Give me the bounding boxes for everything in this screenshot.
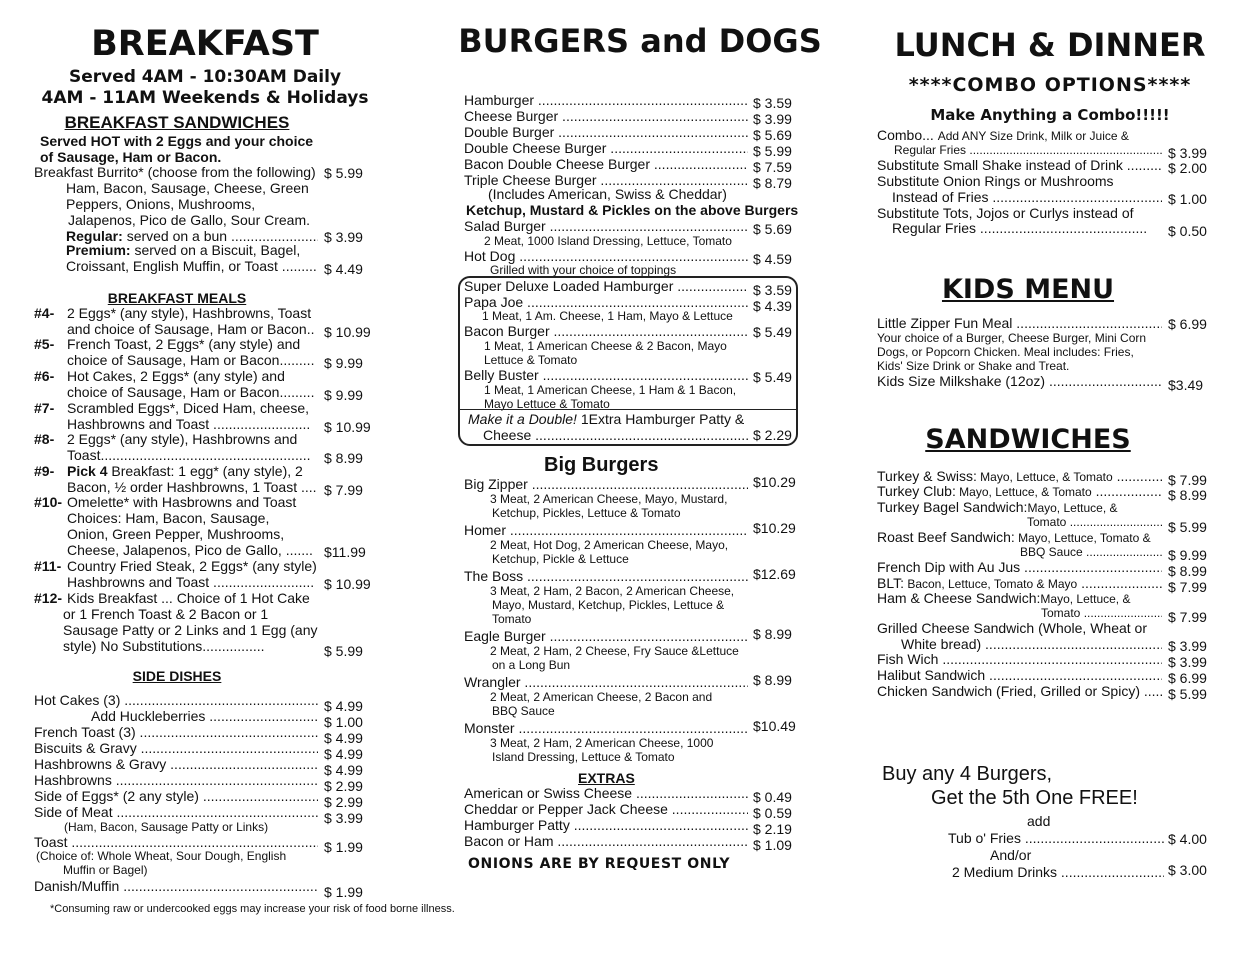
regular-option: Regular: served on a bun ..... xyxy=(66,228,318,244)
burrito-price: $ 5.99 xyxy=(324,165,363,181)
premium-option-2: Croissant, English Muffin, or Toast ..... xyxy=(66,258,318,274)
meal-item xyxy=(34,431,297,447)
regular-price: $ 3.99 xyxy=(324,229,363,245)
bacon-burger-price: $ 5.49 xyxy=(753,324,792,340)
bacon-burger-desc-2: Lettuce & Tomato xyxy=(484,353,578,367)
big-burger-item: Eagle Burger ..... xyxy=(464,628,748,644)
extras-title: EXTRAS xyxy=(578,770,635,786)
meal-12-line: Kids Breakfast ... Choice of 1 Hot Cake xyxy=(67,590,310,606)
meal-line-2: Toast...................................................... xyxy=(67,447,311,463)
meal-line: Breakfast: 1 egg* (any style), 2 xyxy=(107,463,303,479)
extra-price: $ 0.49 xyxy=(753,789,792,805)
breakfast-weekend-hours: 4AM - 11AM Weekends & Holidays xyxy=(41,88,369,108)
burrito-desc: Peppers, Onions, Mushrooms, xyxy=(66,196,256,212)
meal-10-line: Cheese, Jalapenos, Pico de Gallo, ....... xyxy=(67,542,313,558)
bacon-burger: Bacon Burger ..... xyxy=(464,323,748,339)
big-burger-item: Big Zipper ..... xyxy=(464,476,748,492)
papa-joe-desc: 1 Meat, 1 Am. Cheese, 1 Ham, Mayo & Lettuce xyxy=(482,309,733,323)
sub-shake: Substitute Small Shake instead of Drink ..... xyxy=(877,157,1162,173)
extra-price: $ 1.09 xyxy=(753,837,792,853)
big-burger-desc: Ketchup, Pickle & Lettuce xyxy=(492,552,629,566)
promo-or: And/or xyxy=(990,847,1032,863)
meal-price: $ 7.99 xyxy=(324,482,363,498)
sandwich-fish-wich: Fish Wich ..... xyxy=(877,651,1162,667)
big-burger-desc: 2 Meat, Hot Dog, 2 American Cheese, Mayo, xyxy=(490,538,729,552)
hot-dog-price: $ 4.59 xyxy=(753,251,792,267)
grilled-cheese-2: White bread) ..... xyxy=(901,636,1162,652)
side-item: Hashbrowns ..... xyxy=(34,772,318,788)
sandwich-french-dip: French Dip with Au Jus ..... xyxy=(877,559,1162,575)
belly-buster-desc: 1 Meat, 1 American Cheese, 1 Ham & 1 Bacon, xyxy=(484,383,737,397)
burger-price: $ 3.59 xyxy=(753,95,792,111)
promo-add: add xyxy=(1027,813,1051,829)
big-burger-desc: Tomato xyxy=(492,612,532,626)
meal-line-2: and choice of Sausage, Ham or Bacon.. xyxy=(67,321,315,337)
meal-line-2: Bacon, ½ order Hashbrowns, 1 Toast .... xyxy=(67,479,317,495)
side-price: $ 2.99 xyxy=(324,778,363,794)
meal-11-line: Hashbrowns and Toast .......................... xyxy=(67,574,315,590)
promo-fries: Tub o' Fries ..... xyxy=(948,830,1164,846)
sandwiches-note: Served HOT with 2 Eggs and your choice xyxy=(40,133,314,149)
premium-price: $ 4.49 xyxy=(324,261,363,277)
sandwich-turkey-bagel: Turkey Bagel Sandwich:Mayo, Lettuce, & xyxy=(877,499,1118,515)
burger-item: Double Burger ..... xyxy=(464,124,748,140)
super-deluxe: Super Deluxe Loaded Hamburger ..... xyxy=(464,278,748,294)
extra-item: Cheddar or Pepper Jack Cheese ..... xyxy=(464,801,748,817)
breakfast-meals-title: BREAKFAST MEALS xyxy=(107,290,247,306)
combo-price: $ 3.99 xyxy=(1168,145,1207,161)
sandwich-turkey-club: Turkey Club: Mayo, Lettuce, & Tomato ..... xyxy=(877,483,1162,500)
breakfast-title: BREAKFAST xyxy=(91,24,319,64)
big-burger-desc: 3 Meat, 2 American Cheese, Mayo, Mustard, xyxy=(490,492,728,506)
meal-price: $ 9.99 xyxy=(324,387,363,403)
burrito-desc: Jalapenos, Pico de Gallo, Sour Cream. xyxy=(68,212,311,228)
danish-price: $ 1.99 xyxy=(324,884,363,900)
meal-item xyxy=(34,400,309,416)
big-burger-price: $ 8.99 xyxy=(753,626,792,642)
big-burger-desc: 3 Meat, 2 Ham, 2 American Cheese, 1000 xyxy=(490,736,714,750)
meal-item xyxy=(34,463,303,479)
meal-item xyxy=(34,336,300,352)
cheese-note: (Includes American, Swiss & Cheddar) xyxy=(488,186,727,202)
sub-shake-price: $ 2.00 xyxy=(1168,160,1207,176)
chicken-price: $ 5.99 xyxy=(1168,686,1207,702)
ham-cheese-price: $ 7.99 xyxy=(1168,609,1207,625)
meal-line: Scrambled Eggs*, Diced Ham, cheese, xyxy=(67,400,309,416)
egg-disclaimer: *Consuming raw or undercooked eggs may increase your risk of food borne illness. xyxy=(50,903,455,915)
promo-drinks: 2 Medium Drinks ..... xyxy=(952,864,1164,880)
sub-onion: Substitute Onion Rings or Mushrooms xyxy=(877,173,1114,189)
hot-dog: Hot Dog ..... xyxy=(464,248,748,264)
roast-beef-price: $ 9.99 xyxy=(1168,547,1207,563)
side-price: $ 4.99 xyxy=(324,698,363,714)
big-burger-desc: Ketchup, Pickles, Lettuce & Tomato xyxy=(492,506,681,520)
meal-line: French Toast, 2 Eggs* (any style) and xyxy=(67,336,301,352)
sandwiches-title: SANDWICHES xyxy=(925,424,1131,455)
burger-price: $ 5.69 xyxy=(753,127,792,143)
papa-joe-price: $ 4.39 xyxy=(753,298,792,314)
ham-cheese-desc-2: Tomato ..... xyxy=(1041,605,1162,621)
burrito-name: Breakfast Burrito* (choose from the following) xyxy=(34,164,316,180)
onions-note: ONIONS ARE BY REQUEST ONLY xyxy=(468,856,731,872)
belly-buster: Belly Buster ..... xyxy=(464,367,748,383)
side-item: Hot Cakes (3) ..... xyxy=(34,692,318,708)
extra-item: American or Swiss Cheese ..... xyxy=(464,785,748,801)
burger-item: Hamburger ..... xyxy=(464,92,748,108)
make-double-price: $ 2.29 xyxy=(753,427,792,443)
meal-10-line: Omelette* with Hasbrowns and Toast xyxy=(67,494,297,510)
combo-subtitle: Make Anything a Combo!!!!! xyxy=(930,106,1170,124)
burger-item: Double Cheese Burger ..... xyxy=(464,140,748,156)
burger-price: $ 5.99 xyxy=(753,143,792,159)
sandwiches-note-2: of Sausage, Ham or Bacon. xyxy=(40,149,222,165)
side-item: Hashbrowns & Gravy ..... xyxy=(34,756,318,772)
belly-buster-price: $ 5.49 xyxy=(753,369,792,385)
kids-meal-desc: Your choice of a Burger, Cheese Burger, Mini Corn xyxy=(877,331,1147,345)
turkey-swiss-price: $ 7.99 xyxy=(1168,472,1207,488)
meat-desc: (Ham, Bacon, Sausage Patty or Links) xyxy=(64,820,269,834)
breakfast-sandwiches-title: BREAKFAST SANDWICHES xyxy=(64,113,290,132)
condiments-note: Ketchup, Mustard & Pickles on the above Burgers xyxy=(466,202,799,218)
sandwich-turkey-swiss: Turkey & Swiss: Mayo, Lettuce, & Tomato ..... xyxy=(877,468,1162,485)
meal-line: Hot Cakes, 2 Eggs* (any style) and xyxy=(67,368,285,384)
meal-number: #7- xyxy=(34,400,55,416)
meal-number: #8- xyxy=(34,431,55,447)
side-item: French Toast (3) ..... xyxy=(34,724,318,740)
sub-tots-price: $ 0.50 xyxy=(1168,223,1207,239)
extra-item: Hamburger Patty ..... xyxy=(464,817,748,833)
promo-fries-price: $ 4.00 xyxy=(1168,831,1207,847)
big-burger-price: $12.69 xyxy=(753,566,796,582)
meal-11-line: Country Fried Steak, 2 Eggs* (any style) xyxy=(67,558,317,574)
fish-wich-price: $ 3.99 xyxy=(1168,654,1207,670)
sub-onion-price: $ 1.00 xyxy=(1168,191,1207,207)
meal-line: 2 Eggs* (any style), Hashbrowns and xyxy=(67,431,298,447)
grilled-cheese-price: $ 3.99 xyxy=(1168,638,1207,654)
big-burger-price: $ 8.99 xyxy=(753,672,792,688)
extra-item: Bacon or Ham ..... xyxy=(464,833,748,849)
meal-12-line: or 1 French Toast & 2 Bacon or 1 xyxy=(63,606,269,622)
meal-price: $ 10.99 xyxy=(324,324,371,340)
meal-price: $ 10.99 xyxy=(324,419,371,435)
meal-10-line: Choices: Ham, Bacon, Sausage, xyxy=(67,510,270,526)
meal-11-price: $ 10.99 xyxy=(324,576,371,592)
big-burger-desc: Island Dressing, Lettuce & Tomato xyxy=(492,750,675,764)
meal-number: #10- xyxy=(34,494,63,510)
burger-price: $ 8.79 xyxy=(753,175,792,191)
sub-tots: Substitute Tots, Jojos or Curlys instead of xyxy=(877,205,1134,221)
promo-line-1: Buy any 4 Burgers, xyxy=(882,763,1053,785)
promo-drinks-price: $ 3.00 xyxy=(1168,862,1207,878)
sandwich-blt: BLT: Bacon, Lettuce, Tomato & Mayo ..... xyxy=(877,575,1162,592)
big-burger-item: Monster ..... xyxy=(464,720,748,736)
kids-meal-price: $ 6.99 xyxy=(1168,316,1207,332)
side-item: Add Huckleberries ..... xyxy=(91,708,318,724)
burrito-desc: Ham, Bacon, Sausage, Cheese, Green xyxy=(66,180,309,196)
extra-price: $ 2.19 xyxy=(753,821,792,837)
turkey-bagel-price: $ 5.99 xyxy=(1168,519,1207,535)
burger-item: Bacon Double Cheese Burger ..... xyxy=(464,156,748,172)
make-double-2: Cheese ..... xyxy=(483,427,748,443)
meal-12-line: Sausage Patty or 2 Links and 1 Egg (any xyxy=(63,622,318,638)
big-burgers-title: Big Burgers xyxy=(544,454,659,476)
big-burger-desc: 2 Meat, 2 Ham, 2 Cheese, Fry Sauce &Lettuce xyxy=(490,644,739,658)
belly-buster-desc-2: Mayo Lettuce & Tomato xyxy=(484,397,610,411)
side-item: Side of Meat ..... xyxy=(34,804,318,820)
meal-line-2: Hashbrowns and Toast ......................... xyxy=(67,416,311,432)
kids-shake: Kids Size Milkshake (12oz) ..... xyxy=(877,373,1162,389)
sandwich-grilled-cheese: Grilled Cheese Sandwich (Whole, Wheat or xyxy=(877,620,1148,636)
meal-item xyxy=(34,305,311,321)
meal-12-line: style) No Substitutions................ xyxy=(63,638,265,654)
meal-line-2: choice of Sausage, Ham or Bacon......... xyxy=(67,384,315,400)
burger-item: Cheese Burger ..... xyxy=(464,108,748,124)
kids-menu-title: KIDS MENU xyxy=(941,274,1115,305)
meal-price: $ 9.99 xyxy=(324,355,363,371)
meal-10-line: Onion, Green Pepper, Mushrooms, xyxy=(67,526,285,542)
roast-beef-desc-2: BBQ Sauce ..... xyxy=(1020,544,1162,560)
halibut-price: $ 6.99 xyxy=(1168,670,1207,686)
super-deluxe-price: $ 3.59 xyxy=(753,282,792,298)
toast-price: $ 1.99 xyxy=(324,839,363,855)
toast-desc: (Choice of: Whole Wheat, Sour Dough, English xyxy=(36,849,287,863)
big-burger-item: Wrangler ..... xyxy=(464,674,748,690)
big-burger-price: $10.29 xyxy=(753,520,796,536)
salad-burger: Salad Burger ..... xyxy=(464,218,748,234)
salad-burger-price: $ 5.69 xyxy=(753,221,792,237)
side-price: $ 4.99 xyxy=(324,730,363,746)
meal-number: #5- xyxy=(34,336,55,352)
combo-title: ****COMBO OPTIONS**** xyxy=(908,74,1192,96)
meal-12-price: $ 5.99 xyxy=(324,643,363,659)
burger-item: Triple Cheese Burger ..... xyxy=(464,172,748,188)
kids-shake-price: $3.49 xyxy=(1168,377,1204,393)
promo-line-2: Get the 5th One FREE! xyxy=(931,787,1138,809)
hot-dog-desc: Grilled with your choice of toppings xyxy=(490,263,677,277)
danish-item: Danish/Muffin ..... xyxy=(34,878,318,894)
big-burger-desc: Mayo, Mustard, Ketchup, Pickles, Lettuce & xyxy=(492,598,725,612)
sandwich-chicken: Chicken Sandwich (Fried, Grilled or Spicy) ..... xyxy=(877,683,1162,699)
big-burger-desc: on a Long Bun xyxy=(492,658,571,672)
turkey-bagel-desc-2: Tomato ..... xyxy=(1027,514,1162,530)
turkey-club-price: $ 8.99 xyxy=(1168,487,1207,503)
big-burger-price: $10.29 xyxy=(753,474,796,490)
big-burger-desc: BBQ Sauce xyxy=(492,704,555,718)
big-burger-price: $10.49 xyxy=(753,718,796,734)
side-price: $ 2.99 xyxy=(324,794,363,810)
papa-joe: Papa Joe ..... xyxy=(464,294,748,310)
lunch-title: LUNCH & DINNER xyxy=(894,26,1206,64)
sub-tots-2: Regular Fries ..... xyxy=(892,220,1148,236)
big-burger-desc: 3 Meat, 2 Ham, 2 Bacon, 2 American Cheese, xyxy=(490,584,735,598)
side-price: $ 4.99 xyxy=(324,762,363,778)
sub-onion-2: Instead of Fries ..... xyxy=(892,189,1162,205)
meal-number: #6- xyxy=(34,368,55,384)
meal-number: #11- xyxy=(34,558,62,574)
kids-meal-desc: Kids' Size Drink or Shake and Treat. xyxy=(877,359,1070,373)
sandwich-halibut: Halibut Sandwich ..... xyxy=(877,667,1162,683)
big-burger-desc: 2 Meat, 2 American Cheese, 2 Bacon and xyxy=(490,690,713,704)
meal-price: $ 8.99 xyxy=(324,450,363,466)
french-dip-price: $ 8.99 xyxy=(1168,563,1207,579)
toast-item: Toast ..... xyxy=(34,834,318,850)
kids-meal-desc: Dogs, or Popcorn Chicken. Meal includes: Fries, xyxy=(877,345,1134,359)
extra-price: $ 0.59 xyxy=(753,805,792,821)
sandwich-ham-cheese: Ham & Cheese Sandwich:Mayo, Lettuce, & xyxy=(877,590,1131,606)
make-double: Make it a Double! 1Extra Hamburger Patty & xyxy=(468,411,745,427)
salad-burger-desc: 2 Meat, 1000 Island Dressing, Lettuce, Tomato xyxy=(484,234,732,248)
meal-number: #9- xyxy=(34,463,55,479)
meal-10-price: $11.99 xyxy=(324,544,366,560)
meal-highlight: Pick 4 xyxy=(67,463,108,479)
burger-price: $ 7.59 xyxy=(753,159,792,175)
premium-option: Premium: served on a Biscuit, Bagel, xyxy=(66,242,301,258)
meal-number: #4- xyxy=(34,305,55,321)
sandwich-roast-beef: Roast Beef Sandwich: Mayo, Lettuce, Tomato & xyxy=(877,529,1151,545)
meal-line-2: choice of Sausage, Ham or Bacon......... xyxy=(67,352,315,368)
meal-number: #12- xyxy=(34,590,63,606)
big-burger-item: Homer ..... xyxy=(464,522,748,538)
blt-price: $ 7.99 xyxy=(1168,579,1207,595)
bacon-burger-desc: 1 Meat, 1 American Cheese & 2 Bacon, Mayo xyxy=(484,339,727,353)
meal-line: 2 Eggs* (any style), Hashbrowns, Toast xyxy=(67,305,312,321)
side-price: $ 1.00 xyxy=(324,714,363,730)
toast-desc-2: Muffin or Bagel) xyxy=(63,863,148,877)
breakfast-hours: Served 4AM - 10:30AM Daily xyxy=(68,67,342,87)
side-price: $ 3.99 xyxy=(324,810,363,826)
kids-meal: Little Zipper Fun Meal ..... xyxy=(877,315,1162,331)
combo-desc-2: Regular Fries ..... xyxy=(894,142,1162,158)
meal-item xyxy=(34,368,285,384)
box-divider xyxy=(458,409,796,410)
side-dishes-title: SIDE DISHES xyxy=(132,668,222,684)
side-item: Biscuits & Gravy ..... xyxy=(34,740,318,756)
side-item: Side of Eggs* (2 any style) ..... xyxy=(34,788,318,804)
burgers-title: BURGERS and DOGS xyxy=(458,22,822,60)
burger-price: $ 3.99 xyxy=(753,111,792,127)
big-burger-item: The Boss ..... xyxy=(464,568,748,584)
combo-item: Combo... Add ANY Size Drink, Milk or Juice & xyxy=(877,127,1129,143)
side-price: $ 4.99 xyxy=(324,746,363,762)
